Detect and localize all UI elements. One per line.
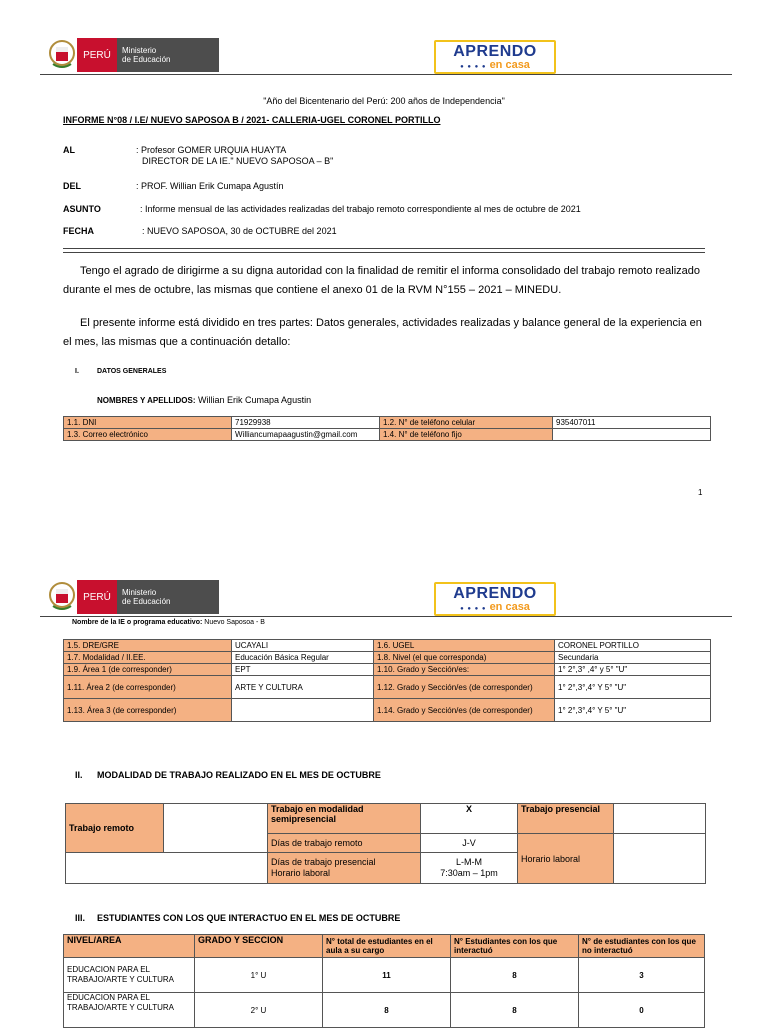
table-cell: 1° 2°,3°,4° Y 5° "U" xyxy=(555,676,711,699)
table-cell: EDUCACION PARA EL TRABAJO/ARTE Y CULTURA xyxy=(64,958,195,993)
table-cell xyxy=(614,834,706,884)
table-cell: 1.6. UGEL xyxy=(374,640,555,652)
del-value: : PROF. Willian Erik Cumapa Agustín xyxy=(136,181,284,191)
column-header: GRADO Y SECCION xyxy=(195,935,323,958)
asunto-value: : Informe mensual de las actividades realizadas del trabajo remoto correspondiente al mes de octubre de 2021 xyxy=(140,204,581,214)
table-cell: 1.5. DRE/GRE xyxy=(64,640,232,652)
table-cell: 1.1. DNI xyxy=(64,417,232,429)
section3-num: III. xyxy=(75,913,86,923)
table-row xyxy=(64,640,711,652)
para1-line2: durante el mes de octubre, las mismas que contiene el anexo 01 de la RVM N°155 – 2021 – MINEDU. xyxy=(63,284,562,296)
table-row xyxy=(64,699,711,722)
al-label: AL xyxy=(63,145,75,155)
section1-title: DATOS GENERALES xyxy=(97,368,167,375)
table-cell: UCAYALI xyxy=(232,640,374,652)
table-cell: 1.13. Área 3 (de corresponder) xyxy=(64,699,232,722)
table-cell: Trabajo presencial xyxy=(518,804,614,834)
table-cell: 1.2. N° de teléfono celular xyxy=(380,417,553,429)
table-cell: 1.12. Grado y Sección/es (de corresponder) xyxy=(374,676,555,699)
motto: "Año del Bicentenario del Perú: 200 años de Independencia" xyxy=(263,96,505,106)
ministerio-label: Ministerio de Educación xyxy=(117,580,219,614)
fecha-value: : NUEVO SAPOSOA, 30 de OCTUBRE del 2021 xyxy=(142,226,337,236)
table-cell: 1.3. Correo electrónico xyxy=(64,429,232,441)
table-cell: 2° U xyxy=(195,993,323,1028)
estudiantes-table xyxy=(63,934,705,1028)
table-cell: Días de trabajo presencial Horario laboral xyxy=(268,853,421,884)
table-cell: 1° 2°,3°,4° Y 5° "U" xyxy=(555,699,711,722)
datos-ie-table xyxy=(63,639,711,722)
informe-title: INFORME N°08 / I.E/ NUEVO SAPOSOA B / 2021- CALLERIA-UGEL CORONEL PORTILLO xyxy=(63,115,441,125)
table-cell: CORONEL PORTILLO xyxy=(555,640,711,652)
al-line2: DIRECTOR DE LA IE." NUEVO SAPOSOA – B" xyxy=(142,156,334,166)
datos-table xyxy=(63,416,711,441)
section2-title: MODALIDAD DE TRABAJO REALIZADO EN EL MES DE OCTUBRE xyxy=(97,770,381,780)
table-row xyxy=(64,417,711,429)
double-rule xyxy=(63,248,705,253)
para2-line1: El presente informe está dividido en tres partes: Datos generales, actividades realizadas y balance general de la experiencia en xyxy=(80,317,702,329)
table-cell: EDUCACION PARA EL TRABAJO/ARTE Y CULTURA xyxy=(64,993,195,1028)
table-cell: EPT xyxy=(232,664,374,676)
aprendo-en-casa-logo: APRENDO ● ● ● ● en casa xyxy=(434,40,556,74)
table-cell: Educación Básica Regular xyxy=(232,652,374,664)
table-cell xyxy=(553,429,711,441)
table-cell xyxy=(614,804,706,834)
table-cell: 1° U xyxy=(195,958,323,993)
table-row xyxy=(66,804,706,834)
column-header: N° Estudiantes con los que interactuó xyxy=(451,935,579,958)
table-cell: Días de trabajo remoto xyxy=(268,834,421,853)
peru-label: PERÚ xyxy=(77,580,117,614)
table-cell: 1.11. Área 2 (de corresponder) xyxy=(64,676,232,699)
del-label: DEL xyxy=(63,181,81,191)
table-row xyxy=(64,429,711,441)
table-cell: Horario laboral xyxy=(518,834,614,884)
table-row xyxy=(64,958,705,993)
para1-line1: Tengo el agrado de dirigirme a su digna autoridad con la finalidad de remitir el informa consolidado del trabajo remoto realizado xyxy=(80,265,701,277)
peru-shield-icon xyxy=(47,38,77,72)
table-cell: 1° 2°,3° ,4° y 5° "U" xyxy=(555,664,711,676)
fecha-label: FECHA xyxy=(63,226,94,236)
peru-shield-icon xyxy=(47,580,77,614)
al-line1: : Profesor GOMER URQUIA HUAYTA xyxy=(136,145,287,155)
peru-label: PERÚ xyxy=(77,38,117,72)
column-header: N° de estudiantes con los que no interactuó xyxy=(579,935,705,958)
table-cell: 8 xyxy=(451,993,579,1028)
table-cell: Trabajo remoto xyxy=(66,804,164,853)
minedu-logo-2 xyxy=(47,580,219,614)
table-cell: 1.4. N° de teléfono fijo xyxy=(380,429,553,441)
section2-num: II. xyxy=(75,770,83,780)
table-cell xyxy=(164,804,268,853)
table-cell: 1.7. Modalidad / II.EE. xyxy=(64,652,232,664)
table-cell: Trabajo en modalidad semipresencial xyxy=(268,804,421,834)
ministerio-label: Ministerio de Educación xyxy=(117,38,219,72)
column-header: NIVEL/AREA xyxy=(64,935,195,958)
table-cell xyxy=(66,853,268,884)
table-row xyxy=(64,993,705,1028)
table-cell: 8 xyxy=(323,993,451,1028)
table-cell: Secundaria xyxy=(555,652,711,664)
table-cell: L-M-M 7:30am – 1pm xyxy=(421,853,518,884)
table-cell: 0 xyxy=(579,993,705,1028)
table-cell: 11 xyxy=(323,958,451,993)
header-rule-2 xyxy=(40,616,732,617)
table-cell xyxy=(232,699,374,722)
nombres-line: NOMBRES Y APELLIDOS: Willian Erik Cumapa Agustin xyxy=(97,395,312,405)
table-cell: 1.8. Nivel (el que corresponda) xyxy=(374,652,555,664)
table-cell: 1.10. Grado y Sección/es: xyxy=(374,664,555,676)
table-cell: 8 xyxy=(451,958,579,993)
table-cell: ARTE Y CULTURA xyxy=(232,676,374,699)
table-cell: 1.9. Área 1 (de corresponder) xyxy=(64,664,232,676)
table-cell: X xyxy=(421,804,518,834)
para2-line2: el mes, las mismas que a continuación detallo: xyxy=(63,336,291,348)
table-cell: J-V xyxy=(421,834,518,853)
section3-title: ESTUDIANTES CON LOS QUE INTERACTUO EN EL MES DE OCTUBRE xyxy=(97,913,401,923)
table-cell: 935407011 xyxy=(553,417,711,429)
column-header: N° total de estudiantes en el aula a su cargo xyxy=(323,935,451,958)
aprendo-en-casa-logo-2: APRENDO ● ● ● ● en casa xyxy=(434,582,556,616)
section1-num: I. xyxy=(75,368,79,375)
table-cell: 1.14. Grado y Sección/es (de corresponder) xyxy=(374,699,555,722)
asunto-label: ASUNTO xyxy=(63,204,101,214)
table-row xyxy=(64,676,711,699)
ie-name-line: Nombre de la IE o programa educativo: Nuevo Saposoa - B xyxy=(72,619,265,626)
table-cell: 71929938 xyxy=(232,417,380,429)
table-header-row xyxy=(64,935,705,958)
page-number: 1 xyxy=(698,488,703,497)
table-row xyxy=(64,652,711,664)
minedu-logo xyxy=(47,38,219,72)
table-cell: Williancumapaagustin@gmail.com xyxy=(232,429,380,441)
modalidad-table xyxy=(65,803,706,884)
table-row xyxy=(64,664,711,676)
table-cell: 3 xyxy=(579,958,705,993)
header-rule xyxy=(40,74,732,75)
